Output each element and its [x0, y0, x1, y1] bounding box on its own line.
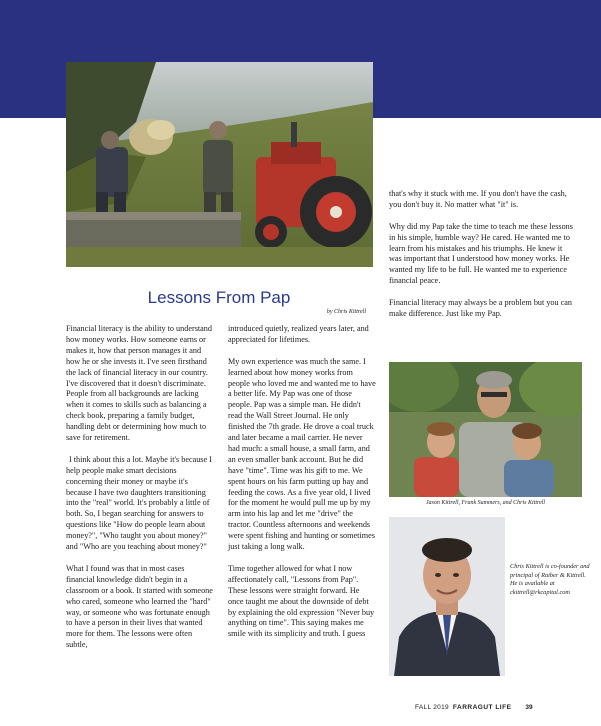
paragraph: Why did my Pap take the time to teach me these lessons in his simple, humble way? He cared. He wanted me to learn from his mistakes and his triumphs. He knew it was important that I understood how money works. He wanted my life to be full. He wanted me to experience financial peace. — [389, 221, 573, 286]
paragraph: My own experience was much the same. I learned about how money works from people who loved me and wanted me to have a better life. My Pap was one of those people. Pap was a simple man. He didn't read the Wall Street Journal. He only finished the 7th grade. He drove a coal truck and later became a mail carrier. He never had much: a small house, a small farm, and an even smaller bank account. But he did have "time". Time was his gift to me. We spent hours on his farm putting up hay and feeding the cows. As a five year old, I lived for the moment he would pull me up by my arm into his lap and let me "drive" the tractor. Countless afternoons and weekends were spent fishing and hunting or sometimes just taking a long walk. — [228, 356, 376, 552]
article-title: Lessons From Pap — [147, 288, 291, 307]
family-photo — [389, 362, 582, 497]
author-portrait — [389, 517, 505, 676]
paragraph: Time together allowed for what I now affectionately call, "Lessons from Pap". These lessons were straight forward. He once taught me about the downside of debt by explaining the old expression "Never buy anything on time". This saying makes me smile with its simplicity and truth. I guess — [228, 563, 375, 639]
paragraph: Financial literacy may always be a problem but you can make difference. Just like my Pap. — [389, 298, 573, 318]
paragraph: What I found was that in most cases financial knowledge didn't begin in a classroom or a book. It started with someone who cared, someone who learned the "hard" way, or someone who was fortunate enough to have a person in their lives that wanted more for them. The lessons were often subtle, — [66, 563, 213, 650]
article-byline: by Chris Kittrell — [326, 309, 366, 315]
author-bio: Chris Kittrell is co-founder and principal of Raiber & Kittrell. He is available at ckittrell@rkcapital.com — [510, 563, 590, 596]
page-number: 39 — [525, 704, 533, 711]
article-column-1 — [66, 324, 214, 651]
paragraph: that's why it stuck with me. If you don't have the cash, you don't buy it. No matter what "it" is. — [389, 189, 567, 209]
paragraph: Financial literacy is the ability to understand how money works. How someone earns or makes it, how that person manages it and how he or she invests it. I've seen firsthand the lack of financial literacy in our country. I've discovered that it doesn't discriminate. People from all backgrounds are lacking when it comes to skills such as balancing a check book, preparing a family budget, handling debt or determining how much to save for retirement. — [66, 324, 212, 443]
article-column-3 — [389, 189, 575, 320]
issue-label: FALL 2019 — [415, 704, 449, 711]
paragraph: introduced quietly, realized years later, and appreciated for lifetimes. — [228, 324, 369, 344]
magazine-name: FARRAGUT LIFE — [452, 704, 512, 711]
article-column-2 — [228, 324, 376, 640]
paragraph: I think about this a lot. Maybe it's because I help people make smart decisions concerning their money or maybe it's because I have two daughters transitioning into the "real" world. It's probably a little of both. So, I began searching for answers to questions like "How do people learn about money?", "Who taught you about money?" and "Who are you teaching about money?" — [66, 454, 212, 552]
family-photo-caption: Jason Kittrell, Frank Summers, and Chris Kittrell — [425, 500, 546, 506]
hay-farm-photo — [66, 62, 373, 267]
page-footer — [415, 704, 575, 711]
